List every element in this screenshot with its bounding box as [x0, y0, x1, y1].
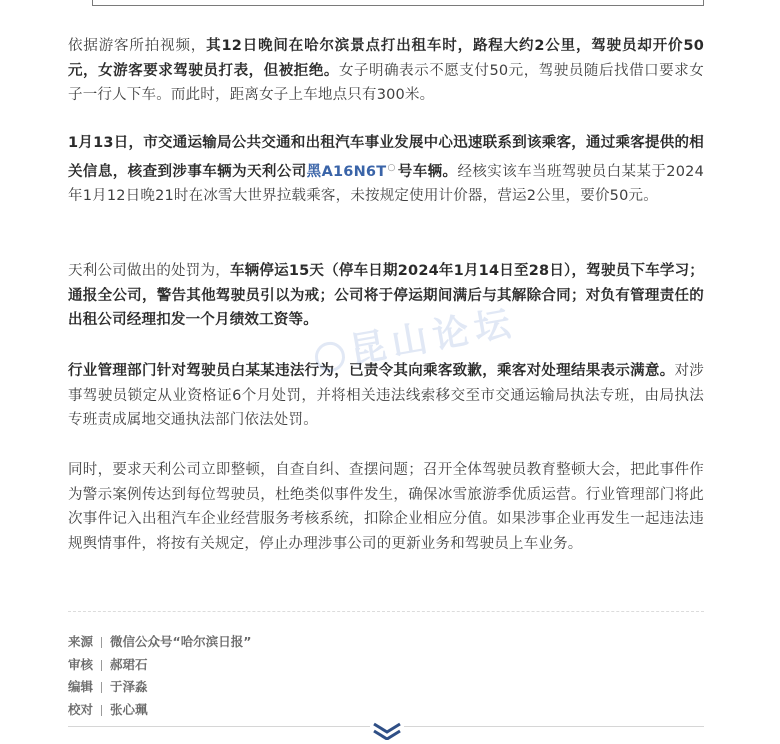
credit-value: 郝珺石 [110, 656, 148, 672]
credits-block [68, 631, 251, 721]
credit-separator [101, 660, 102, 671]
scroll-down-chevron-icon[interactable] [370, 720, 404, 740]
credit-label: 来源 [68, 634, 94, 649]
p2-tail: 经核实该车当班驾驶员白某某于2024年1月12日晚21时在冰雪大世界拉载乘客，未按规定使用计价器，营运2公里，要价50元。 [68, 163, 704, 204]
credit-label: 校对 [68, 701, 94, 717]
paragraph-3 [68, 259, 704, 333]
p1-bold: 其12日晚间在哈尔滨景点打出租车时，路程大约2公里，驾驶员却开价50元，女游客要求驾驶员打表，但被拒绝。 [68, 38, 704, 79]
paragraph-4 [68, 359, 704, 433]
credit-separator [101, 637, 102, 648]
credit-value: 微信公众号“哈尔滨日报” [110, 634, 252, 649]
p3-bold: 车辆停运15天（停车日期2024年1月14日至28日），驾驶员下车学习；通报全公司，警告其他驾驶员引以为戒；公司将于停运期间满后与其解除合同；对负有管理责任的出租公司经理扣发一个月绩效工资等。 [68, 263, 704, 328]
embedded-frame-edge [92, 0, 704, 6]
watermark-text: 昆山论坛 [346, 302, 520, 373]
credit-proofreader [68, 699, 251, 722]
paragraph-5 [68, 458, 704, 556]
paragraph-1 [68, 34, 704, 108]
p3-lead: 天利公司做出的处罚为， [68, 263, 230, 279]
p2-bold-a: 1月13日，市交通运输局公共交通和出租汽车事业发展中心迅速联系到该乘客，通过乘客提供的相关信息，核查到涉事车辆为天利公司 [68, 135, 704, 180]
credits-divider [68, 611, 704, 612]
p1-tail: 女子明确表示不愿支付50元，驾驶员随后找借口要求女子一行人下车。而此时，距离女子上车地点只有300米。 [68, 62, 704, 103]
credit-value: 于泽淼 [110, 679, 148, 694]
p2-bold-b: 号车辆。 [397, 163, 458, 180]
search-icon[interactable]: ○ [387, 162, 396, 173]
credit-reviewer [68, 654, 251, 677]
double-chevron-down-icon [370, 720, 404, 740]
p5-text: 同时，要求天利公司立即整顿，自查自纠、查摆问题；召开全体驾驶员教育整顿大会，把此事件作为警示案例传达到每位驾驶员，杜绝类似事件发生，确保冰雪旅游季优质运营。行业管理部门将此次事件记入出租汽车企业经营服务考核系统，扣除企业相应分值。如果涉事企业再发生一起违法违规舆情事件，将按有关规定，停止办理涉事公司的更新业务和驾驶员上车业务。 [68, 462, 704, 552]
p4-tail: 对涉事驾驶员锁定从业资格证6个月处罚，并将相关违法线索移交至市交通运输局执法专班，由局执法专班责成属地交通执法部门依法处罚。 [68, 363, 704, 428]
credit-separator [101, 705, 102, 716]
license-plate-link[interactable]: 黑A16N6T [306, 163, 387, 180]
credit-label: 编辑 [68, 679, 94, 694]
credit-separator [101, 682, 102, 693]
credit-editor [68, 676, 251, 699]
p1-lead: 依据游客所拍视频， [68, 38, 207, 54]
credit-source [68, 631, 251, 654]
credit-label: 审核 [68, 656, 94, 672]
credit-value: 张心珮 [110, 701, 148, 717]
paragraph-2 [68, 131, 704, 208]
p4-bold: 行业管理部门针对驾驶员白某某违法行为，已责令其向乘客致歉，乘客对处理结果表示满意。 [68, 363, 675, 379]
